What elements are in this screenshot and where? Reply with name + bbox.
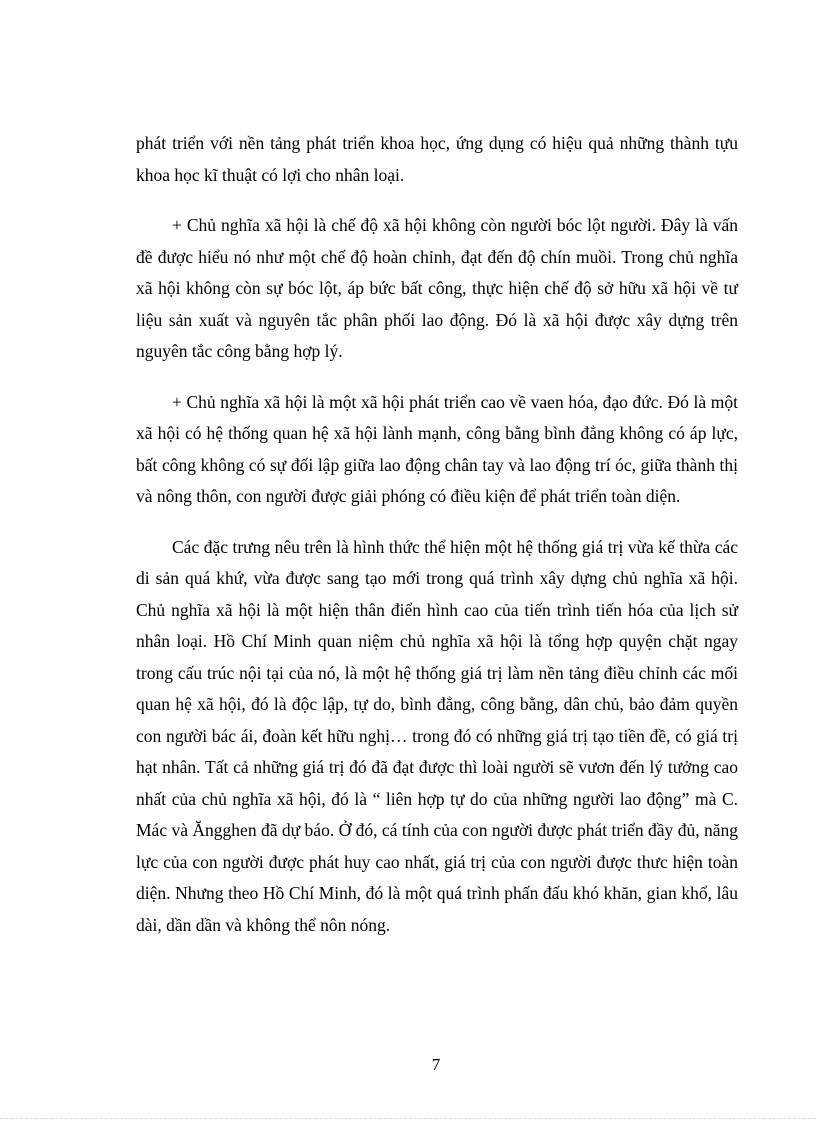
page-number: 7	[431, 1055, 441, 1074]
document-page	[136, 128, 738, 941]
paragraph-continuation: phát triển với nền tảng phát triển khoa học, ứng dụng có hiệu quả những thành tựu khoa học kĩ thuật có lợi cho nhân loại.	[136, 133, 738, 185]
page-boundary	[0, 1118, 816, 1119]
paragraph-value-system: Các đặc trưng nêu trên là hình thức thể hiện một hệ thống giá trị vừa kế thừa các di sản quá khứ, vừa được sang tạo mới trong quá trình xây dựng chủ nghĩa xã hội. Chủ nghĩa xã hội là một hiện thân điển hình cao của tiến trình tiến hóa của lịch sử nhân loại. Hồ Chí Minh quan niệm chủ nghĩa xã hội là tổng hợp quyện chặt ngay trong cấu trúc nội tại của nó, là một hệ thống giá trị làm nền tảng điều chỉnh các mối quan hệ xã hội, đó là độc lập, tự do, bình đẳng, công bằng, dân chủ, bảo đảm quyền con người bác ái, đoàn kết hữu nghị… trong đó có những giá trị tạo tiền đề, có giá trị hạt nhân. Tất cả những giá trị đó đã đạt được thì loài người sẽ vươn đến lý tưởng cao nhất của chủ nghĩa xã hội, đó là “ liên hợp tự do của những người lao động” mà C. Mác và Ăngghen đã dự báo. Ở đó, cá tính của con người được phát triển đầy đủ, năng lực của con người được phát huy cao nhất, giá trị của con người được thưc hiện toàn diện. Nhưng theo Hồ Chí Minh, đó là một quá trình phấn đấu khó khăn, gian khổ, lâu dài, dần dần và không thể nôn nóng.	[136, 536, 738, 935]
paragraph-culture-ethics: + Chủ nghĩa xã hội là một xã hội phát triển cao về vaen hóa, đạo đức. Đó là một xã hội có hệ thống quan hệ xã hội lành mạnh, công bằng bình đẳng không có áp lực, bất công không có sự đối lập giữa lao động chân tay và lao động trí óc, giữa thành thị và nông thôn, con người được giải phóng có điều kiện để phát triển toàn diện.	[136, 391, 738, 506]
paragraph-no-exploitation: + Chủ nghĩa xã hội là chế độ xã hội không còn người bóc lột người. Đây là vấn đề được hiểu nó như một chế độ hoàn chỉnh, đạt đến độ chín muồi. Trong chủ nghĩa xã hội không còn sự bóc lột, áp bức bất công, thực hiện chế độ sở hữu xã hội về tư liệu sản xuất và nguyên tắc phân phối lao động. Đó là xã hội được xây dựng trên nguyên tắc công bằng hợp lý.	[136, 215, 738, 361]
